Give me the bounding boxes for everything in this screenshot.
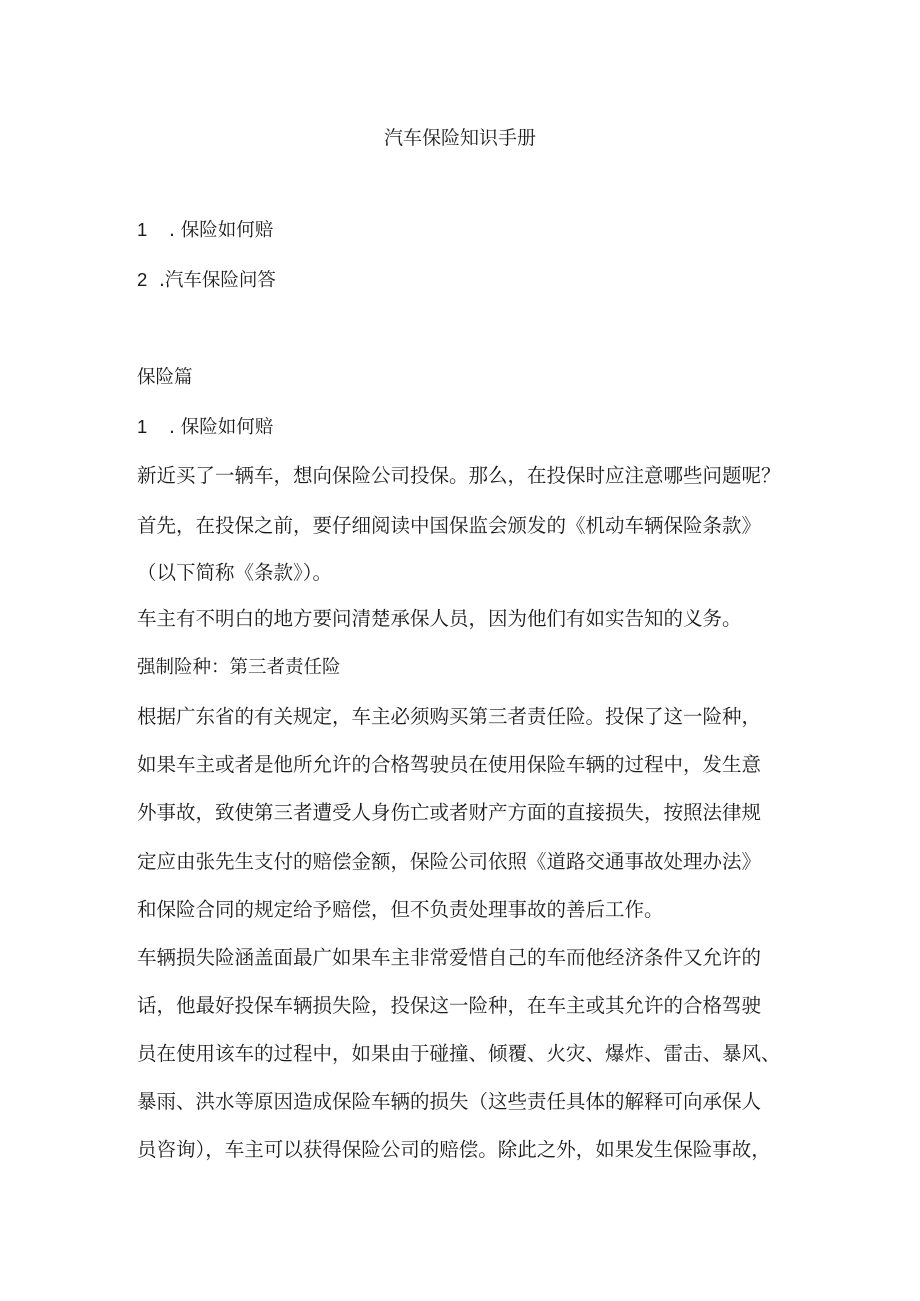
body-line: 车主有不明白的地方要问清楚承保人员，因为他们有如实告知的义务。 [137, 607, 742, 630]
body-line: 话，他最好投保车辆损失险，投保这一险种，在车主或其允许的合格驾驶 [137, 994, 762, 1017]
body-line: 首先，在投保之前，要仔细阅读中国保监会颁发的《机动车辆保险条款》 [137, 514, 762, 537]
body-line: 定应由张先生支付的赔偿金额，保险公司依照《道路交通事故处理办法》 [137, 850, 762, 873]
body-line: （以下简称《条款》）。 [137, 561, 333, 584]
toc-item-2 [137, 266, 276, 295]
body-line: 外事故，致使第三者遭受人身伤亡或者财产方面的直接损失，按照法律规 [137, 801, 762, 824]
toc-item-label: . 保险如何赔 [169, 220, 274, 241]
body-line: 和保险合同的规定给予赔偿，但不负责处理事故的善后工作。 [137, 898, 664, 921]
subsection-number: 1 [137, 416, 148, 437]
body-line: 如果车主或者是他所允许的合格驾驶员在使用保险车辆的过程中，发生意 [137, 753, 762, 776]
body-line: 根据广东省的有关规定，车主必须购买第三者责任险。投保了这一险种， [137, 705, 762, 728]
document-title: 汽车保险知识手册 [383, 127, 536, 149]
body-line: 新近买了一辆车，想向保险公司投保。那么，在投保时应注意哪些问题呢？ [137, 464, 781, 487]
toc-item-1 [137, 216, 273, 245]
toc-item-number: 2 [137, 269, 148, 290]
subsection-heading [137, 413, 273, 442]
body-line: 员在使用该车的过程中，如果由于碰撞、倾覆、火灾、爆炸、雷击、暴风、 [137, 1042, 781, 1065]
body-line: 员咨询），车主可以获得保险公司的赔偿。除此之外，如果发生保险事故， [137, 1138, 771, 1161]
section-heading: 保险篇 [137, 367, 193, 388]
subheading-line: 强制险种：第三者责任险 [137, 657, 341, 678]
body-line: 暴雨、洪水等原因造成保险车辆的损失（这些责任具体的解释可向承保人 [137, 1090, 762, 1113]
body-line: 车辆损失险涵盖面最广如果车主非常爱惜自己的车而他经济条件又允许的 [137, 946, 762, 969]
toc-item-label: .汽车保险问答 [159, 270, 276, 291]
subsection-label: . 保险如何赔 [169, 417, 274, 438]
toc-item-number: 1 [137, 219, 148, 240]
